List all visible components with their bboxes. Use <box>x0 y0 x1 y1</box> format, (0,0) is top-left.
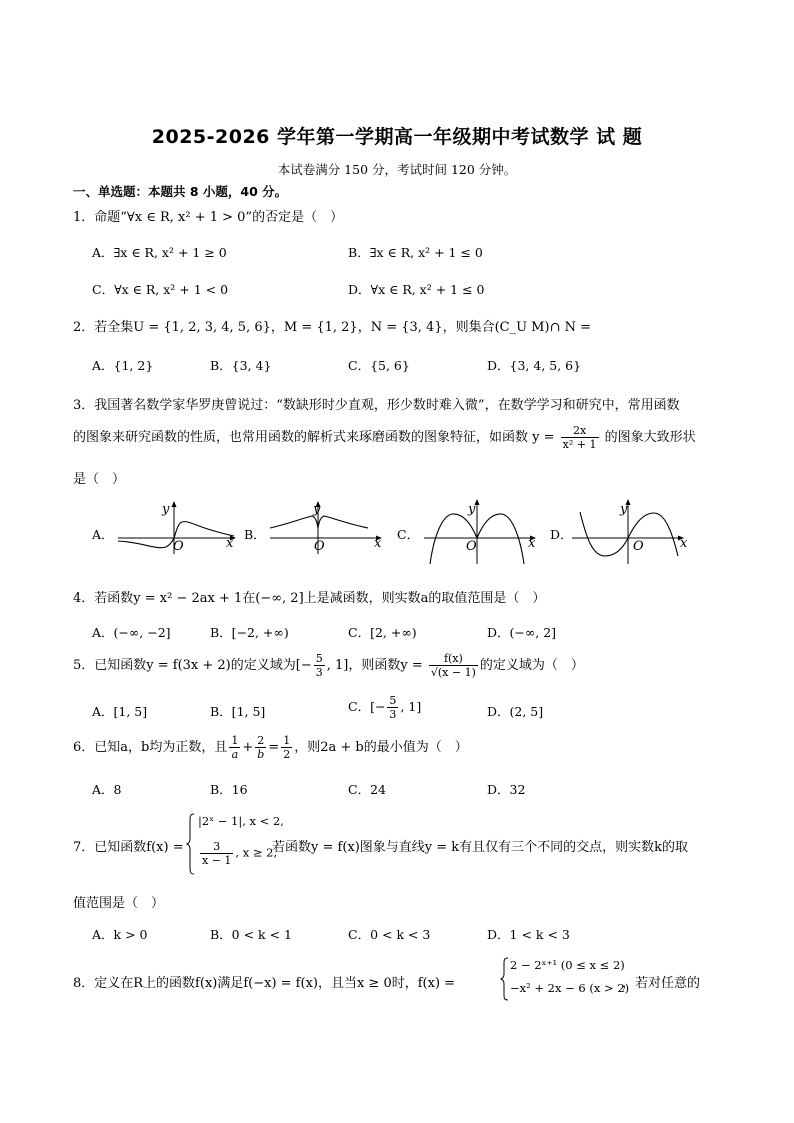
q1-stem: 1．命题“∀x ∈ R, x² + 1 > 0”的否定是（ ） <box>73 210 344 225</box>
q7-post: 若函数y = f(x)图象与直线y = k有且仅有三个不同的交点，则实数k的取 <box>272 840 689 855</box>
q7-pre: 7．已知函数f(x) = <box>73 840 184 855</box>
q6-fraction-2-num: 2 <box>255 734 266 748</box>
q6-fraction-2-den: b <box>257 748 265 761</box>
q3-graph-d-x-label: x <box>680 536 688 551</box>
q1-option-b: B．∃x ∈ R, x² + 1 ≤ 0 <box>348 245 483 260</box>
exam-subtitle: 本试卷满分 150 分，考试时间 120 分钟。 <box>277 162 517 177</box>
q7-case-2-den: x − 1 <box>202 854 232 867</box>
q6-post: ，则2a + b的最小值为（ ） <box>294 740 468 755</box>
q3-graph-b-y-label: y <box>313 502 321 517</box>
q5-option-c <box>348 694 421 721</box>
q3-line2-pre: 的图象来研究函数的性质，也常用函数的解析式来琢磨函数的图象特征，如函数 <box>73 430 529 445</box>
q4-stem: 4．若函数y = x² − 2ax + 1在(−∞, 2]上是减函数，则实数a的取值范围是（ ） <box>73 591 546 606</box>
q3-func-numerator: 2x <box>561 424 599 438</box>
q7-case-2-fraction <box>200 840 233 867</box>
q5-option-c-fraction-den: 3 <box>389 708 397 721</box>
q3-graph-a-x-label: x <box>226 536 234 551</box>
q8-case-1: 2 − 2ˣ⁺¹ (0 ≤ x ≤ 2) <box>510 958 625 972</box>
q5-option-c-pre: C．[− <box>348 699 386 714</box>
q6-option-d: D．32 <box>487 782 526 797</box>
q8-post: ，若对任意的 <box>622 976 701 991</box>
q5-fraction-1 <box>314 652 325 679</box>
q5-option-d: D．(2, 5] <box>487 704 544 719</box>
q3-option-a-label: A． <box>92 527 114 542</box>
exam-title: 2025-2026 学年第一学期高一年级期中考试数学 试 题 <box>151 126 643 148</box>
q1-option-d: D．∀x ∈ R, x² + 1 ≤ 0 <box>348 282 485 297</box>
q7-option-b: B．0 < k < 1 <box>210 927 293 942</box>
q8-case-2: −x² + 2x − 6 (x > 2) <box>510 981 630 995</box>
q8-pre: 8．定义在R上的函数f(x)满足f(−x) = f(x)，且当x ≥ 0时，f(x) = <box>73 976 456 991</box>
q7-brace <box>186 812 196 876</box>
q5-stem <box>73 652 584 679</box>
q4-option-b: B．[−2, +∞) <box>210 625 289 640</box>
curve <box>580 512 678 556</box>
q2-option-d: D．{3, 4, 5, 6} <box>487 358 582 373</box>
q8-brace <box>500 956 510 1002</box>
q6-stem <box>73 734 468 761</box>
q3-option-d-label: D． <box>550 527 573 542</box>
q3-line3: 是（ ） <box>73 472 126 487</box>
q5-fraction-2-den: √(x − 1) <box>430 666 476 679</box>
q2-stem: 2．若全集U = {1, 2, 3, 4, 5, 6}，M = {1, 2}，N = {3, 4}，则集合(C_U M)∩ N = <box>73 320 591 335</box>
q6-option-b: B．16 <box>210 782 248 797</box>
q3-func-denominator: x² + 1 <box>562 438 597 451</box>
q5-option-c-fraction-num: 5 <box>389 694 397 707</box>
q6-fraction-1 <box>229 734 240 761</box>
q4-option-c: C．[2, +∞) <box>348 625 417 640</box>
q6-fraction-2 <box>255 734 266 761</box>
q6-option-c: C．24 <box>348 782 386 797</box>
q4-option-a: A．(−∞, −2] <box>92 625 171 640</box>
q7-option-d: D．1 < k < 3 <box>487 927 570 942</box>
q6-plus: + <box>242 740 254 755</box>
q6-fraction-3-num: 1 <box>283 734 291 747</box>
q5-fraction-1-den: 3 <box>315 666 323 679</box>
q5-fraction-1-num: 5 <box>315 652 323 665</box>
q6-option-a: A．8 <box>92 782 122 797</box>
q3-graph-c-y-label: y <box>468 502 476 517</box>
q5-option-a: A．[1, 5] <box>92 704 148 719</box>
q3-graph-b-origin: O <box>314 539 325 554</box>
q7-case-2 <box>198 840 277 867</box>
q3-graph-c <box>422 496 546 566</box>
q7-line2: 值范围是（ ） <box>73 896 165 911</box>
q3-line1: 3．我国著名数学家华罗庚曾说过：“数缺形时少直观，形少数时难入微”，在数学学习和研究中，常用函数 <box>73 398 680 413</box>
q5-pre: 5．已知函数y = f(3x + 2)的定义域为[− <box>73 658 312 673</box>
q5-option-c-post: , 1] <box>400 699 422 714</box>
q3-graph-a-y-label: y <box>162 502 170 517</box>
q6-fraction-3 <box>281 734 292 761</box>
q5-post: 的定义域为（ ） <box>479 658 584 673</box>
q2-option-b: B．{3, 4} <box>210 358 272 373</box>
q3-graph-c-x-label: x <box>528 536 536 551</box>
q7-case-2-num: 3 <box>200 840 233 854</box>
q7-case-1: |2ˣ − 1|, x < 2, <box>198 814 284 828</box>
q6-fraction-1-num: 1 <box>231 734 239 747</box>
q3-func-fraction <box>561 424 599 451</box>
q7-case-2-cond: , x ≥ 2, <box>235 845 278 860</box>
q5-fraction-2-num: f(x) <box>429 652 478 666</box>
q6-equals: = <box>268 740 280 755</box>
q3-graph-a-origin: O <box>173 539 184 554</box>
curve <box>270 516 368 528</box>
q3-line2 <box>73 424 696 451</box>
q4-option-d: D．(−∞, 2] <box>487 625 557 640</box>
q3-graph-d <box>570 496 694 566</box>
q3-option-b-label: B． <box>244 527 266 542</box>
q3-graph-d-y-label: y <box>620 502 628 517</box>
q5-fraction-2 <box>429 652 478 679</box>
q3-line2-post: 的图象大致形状 <box>604 430 696 445</box>
brace-path <box>501 958 508 1000</box>
q2-option-a: A．{1, 2} <box>92 358 154 373</box>
q5-mid: , 1]，则函数y = <box>326 658 423 673</box>
q3-graph-b-x-label: x <box>374 536 382 551</box>
q7-option-a: A．k > 0 <box>92 927 148 942</box>
q1-option-a: A．∃x ∈ R, x² + 1 ≥ 0 <box>92 245 227 260</box>
q3-graph-d-origin: O <box>633 539 644 554</box>
brace-path <box>187 814 194 874</box>
q5-option-b: B．[1, 5] <box>210 704 266 719</box>
q2-option-c: C．{5, 6} <box>348 358 410 373</box>
q7-option-c: C．0 < k < 3 <box>348 927 431 942</box>
q6-fraction-1-den: a <box>231 748 239 761</box>
q1-option-c: C．∀x ∈ R, x² + 1 < 0 <box>92 282 229 297</box>
y-axis-arrow <box>172 501 177 507</box>
q3-func-lhs: y = <box>532 430 555 445</box>
section-heading: 一、单选题：本题共 8 小题，40 分。 <box>73 184 288 199</box>
q5-option-c-fraction <box>387 694 398 721</box>
q3-graph-c-origin: O <box>466 539 477 554</box>
q3-option-c-label: C． <box>397 527 420 542</box>
q6-fraction-3-den: 2 <box>283 748 291 761</box>
q6-pre: 6．已知a，b均为正数，且 <box>73 740 228 755</box>
